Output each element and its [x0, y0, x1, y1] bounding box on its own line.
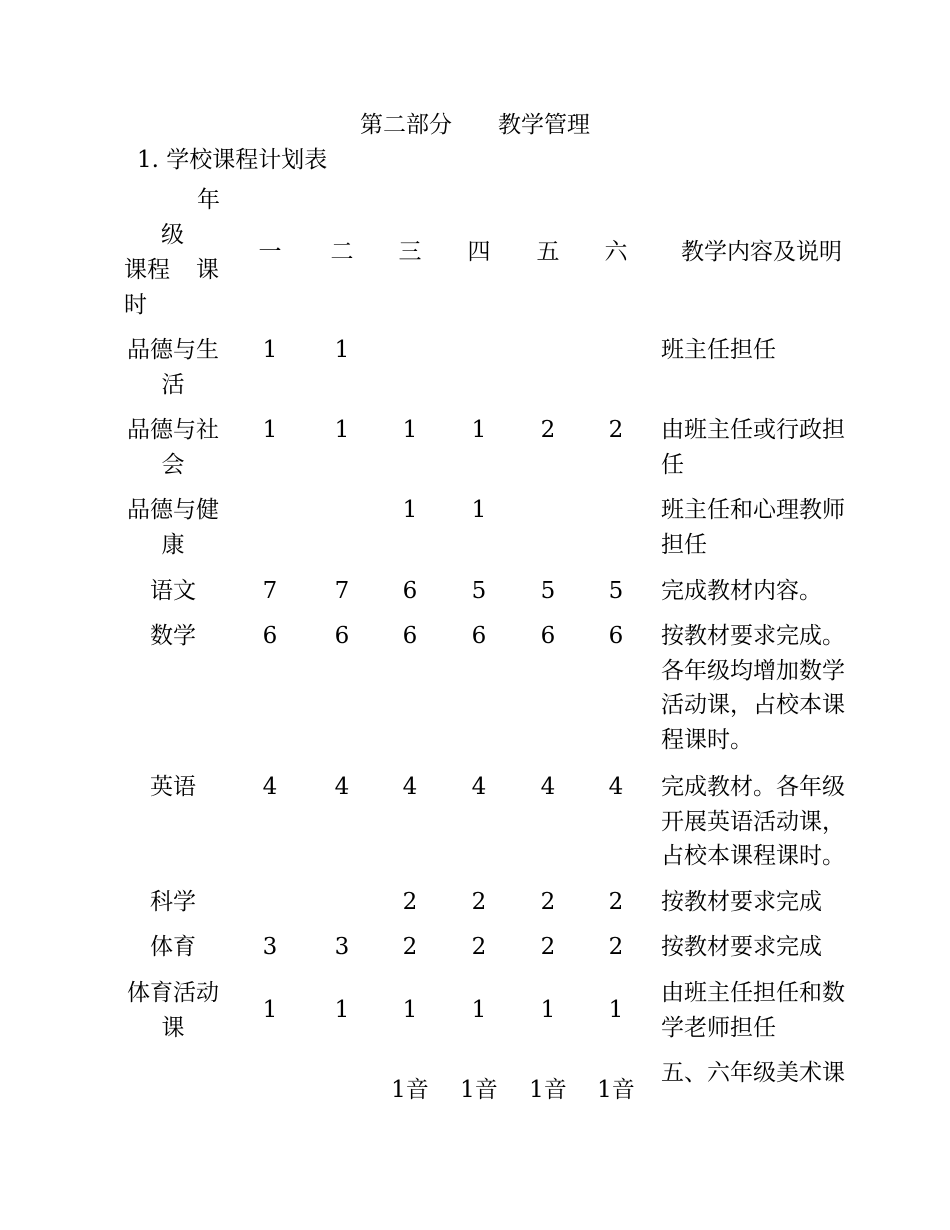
header-hours-label: 时	[124, 292, 147, 318]
note-cell: 由班主任或行政担任	[661, 417, 845, 478]
course-name: 体育活动课	[127, 980, 219, 1041]
hours-cell: 7	[334, 578, 350, 604]
note-cell: 班主任和心理教师担任	[661, 497, 845, 558]
hours-cell: 1音	[460, 1077, 498, 1103]
grade-header-3: 三	[398, 239, 422, 265]
hours-cell: 4	[540, 774, 556, 800]
course-name: 品德与生活	[127, 337, 219, 398]
hours-cell: 6	[540, 623, 556, 649]
hours-cell: 1	[334, 417, 350, 443]
note-cell: 由班主任担任和数学老师担任	[661, 980, 845, 1041]
hours-cell: 2	[402, 889, 418, 915]
hours-cell: 2	[540, 934, 556, 960]
hours-cell: 2	[608, 417, 624, 443]
hours-cell: 6	[402, 623, 418, 649]
section-title: 1. 学校课程计划表	[137, 147, 328, 173]
hours-cell: 1音	[597, 1077, 635, 1103]
course-name: 品德与社会	[127, 417, 219, 478]
note-cell: 五、六年级美术课	[661, 1060, 845, 1086]
hours-cell: 2	[608, 934, 624, 960]
part-label: 第二部分	[360, 112, 452, 138]
course-name: 英语	[150, 774, 196, 800]
hours-cell: 5	[608, 578, 624, 604]
hours-cell: 1	[402, 497, 418, 523]
hours-cell: 1	[262, 997, 278, 1023]
hours-cell: 6	[334, 623, 350, 649]
hours-cell: 1	[471, 417, 487, 443]
hours-cell: 4	[608, 774, 624, 800]
hours-cell: 1	[471, 497, 487, 523]
page-title	[0, 108, 950, 142]
hours-cell: 5	[471, 578, 487, 604]
hours-cell: 6	[402, 578, 418, 604]
hours-cell: 3	[334, 934, 350, 960]
grade-header-1: 一	[258, 239, 282, 265]
note-cell: 完成教材。各年级开展英语活动课，占校本课程课时。	[661, 774, 845, 869]
note-cell: 按教材要求完成	[661, 934, 822, 960]
header-course-label: 课程	[124, 257, 170, 283]
hours-cell: 3	[262, 934, 278, 960]
hours-cell: 4	[334, 774, 350, 800]
course-name: 语文	[150, 578, 196, 604]
hours-cell: 2	[540, 417, 556, 443]
hours-cell: 1	[334, 997, 350, 1023]
hours-cell: 1	[334, 337, 350, 363]
header-grade-label: 年	[197, 187, 220, 213]
hours-cell: 7	[262, 578, 278, 604]
header-class-label: 课	[196, 257, 219, 283]
hours-cell: 2	[608, 889, 624, 915]
hours-cell: 2	[402, 934, 418, 960]
hours-cell: 4	[402, 774, 418, 800]
hours-cell: 1	[471, 997, 487, 1023]
header-level-label: 级	[161, 222, 184, 248]
course-name: 数学	[150, 623, 196, 649]
grade-header-4: 四	[467, 239, 491, 265]
hours-cell: 1音	[529, 1077, 567, 1103]
grade-header-2: 二	[330, 239, 354, 265]
grade-header-5: 五	[536, 239, 560, 265]
hours-cell: 6	[608, 623, 624, 649]
note-cell: 按教材要求完成	[661, 889, 822, 915]
part-title: 教学管理	[498, 112, 590, 138]
note-cell: 班主任担任	[661, 337, 776, 363]
course-name: 体育	[150, 934, 196, 960]
hours-cell: 1	[540, 997, 556, 1023]
hours-cell: 1	[608, 997, 624, 1023]
hours-cell: 1	[402, 997, 418, 1023]
hours-cell: 6	[471, 623, 487, 649]
note-cell: 按教材要求完成。各年级均增加数学活动课，占校本课程课时。	[661, 623, 845, 753]
note-header: 教学内容及说明	[681, 239, 842, 265]
hours-cell: 2	[471, 934, 487, 960]
hours-cell: 6	[262, 623, 278, 649]
hours-cell: 2	[471, 889, 487, 915]
hours-cell: 4	[471, 774, 487, 800]
hours-cell: 1	[262, 337, 278, 363]
note-cell: 完成教材内容。	[661, 578, 822, 604]
hours-cell: 1音	[391, 1077, 429, 1103]
hours-cell: 1	[402, 417, 418, 443]
grade-header-6: 六	[604, 239, 628, 265]
hours-cell: 2	[540, 889, 556, 915]
hours-cell: 1	[262, 417, 278, 443]
course-name: 品德与健康	[127, 497, 219, 558]
hours-cell: 5	[540, 578, 556, 604]
hours-cell: 4	[262, 774, 278, 800]
course-name: 科学	[150, 889, 196, 915]
